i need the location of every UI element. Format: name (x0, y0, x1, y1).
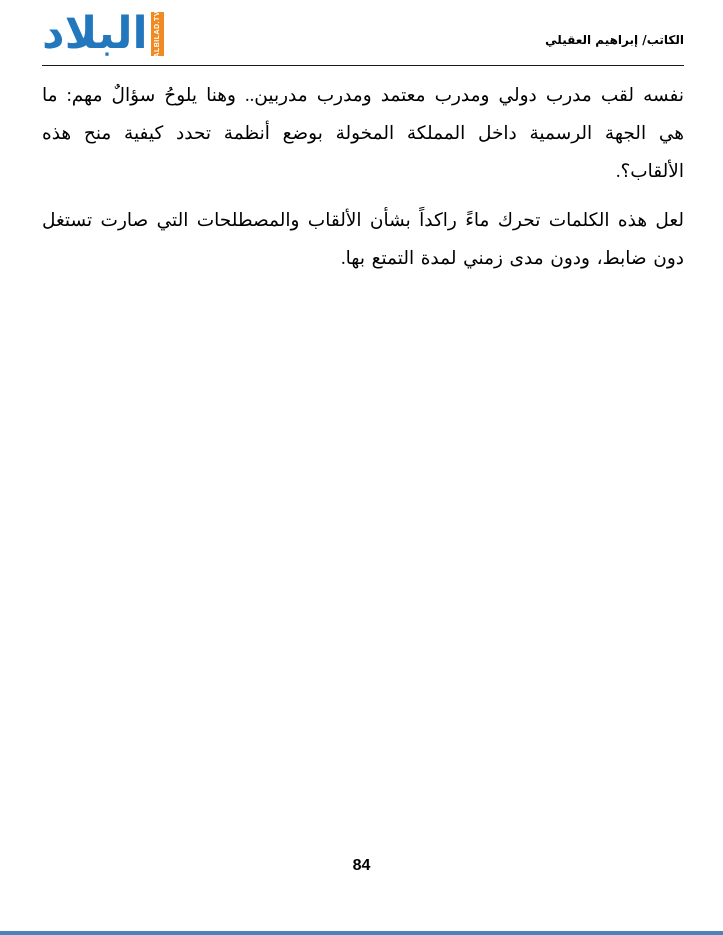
page-header (42, 8, 684, 64)
author-byline: الكاتب/ إبراهيم العقيلي (545, 33, 684, 47)
header-divider (42, 65, 684, 66)
page-number: 84 (352, 857, 371, 874)
paragraph-2: لعل هذه الكلمات تحرك ماءً راكداً بشأن الألقاب والمصطلحات التي صارت تستغل دون ضابط، ودون مدى زمني لمدة التمتع بها. (42, 211, 684, 269)
paragraph-1: نفسه لقب مدرب دولي ومدرب معتمد ومدرب مدربين.. وهنا يلوحُ سؤالٌ مهم: ما هي الجهة الرسمية داخل المملكة المخولة بوضع أنظمة تحدد كيفية منح هذه الألقاب؟. (42, 86, 684, 182)
albilad-logo (42, 8, 164, 62)
page-bottom-border (0, 931, 723, 935)
page-footer (0, 857, 723, 875)
document-body (42, 77, 684, 289)
logo-orange-bar (151, 12, 164, 56)
logo-latin-text: ALBILAD.TV (153, 10, 161, 58)
logo-arabic-text: البلاد (42, 8, 148, 59)
